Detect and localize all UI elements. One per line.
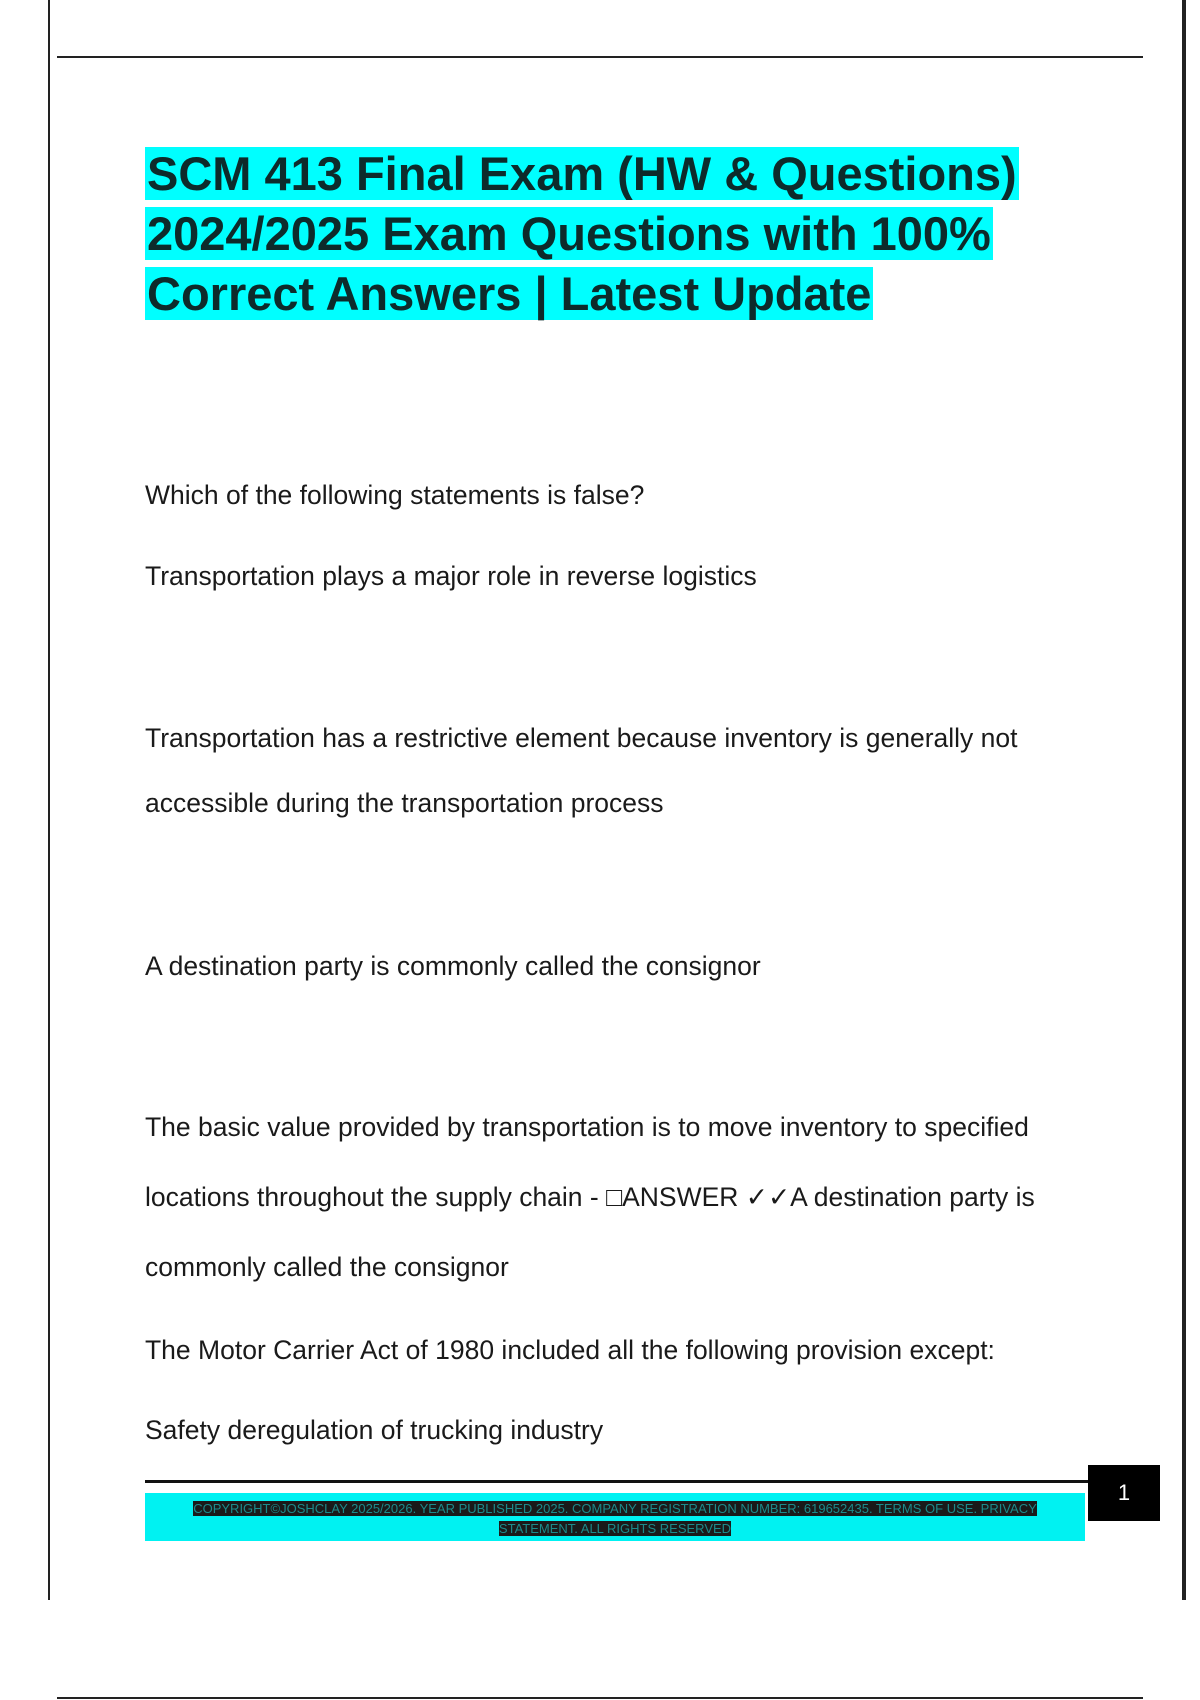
title-line-2: 2024/2025 Exam Questions with 100% bbox=[147, 207, 991, 260]
option-2-1: Safety deregulation of trucking industry bbox=[145, 1415, 604, 1445]
question-1: Which of the following statements is false? bbox=[145, 480, 645, 510]
page-border-right bbox=[1182, 0, 1186, 1600]
title-line-1: SCM 413 Final Exam (HW & Questions) bbox=[147, 147, 1017, 200]
option-3: A destination party is commonly called the consignor bbox=[145, 951, 761, 981]
footer-copyright bbox=[175, 1499, 1055, 1539]
header-rule bbox=[57, 56, 1143, 58]
footer-rule bbox=[145, 1480, 1090, 1483]
next-page-rule bbox=[57, 1697, 1143, 1699]
page-border-left bbox=[48, 0, 50, 1600]
option-4-with-answer: The basic value provided by transportation is to move inventory to specified locations throughout the supply chain - □ANSWER ✓✓A destination party is commonly called the consignor bbox=[145, 1112, 1035, 1282]
option-2: Transportation has a restrictive element because inventory is generally not accessible during the transportation process bbox=[145, 723, 1018, 818]
footer-copyright-text: COPYRIGHT©JOSHCLAY 2025/2026. YEAR PUBLISHED 2025. COMPANY REGISTRATION NUMBER: 619652435. TERMS OF USE. PRIVACY STATEMENT. ALL RIGHTS RESERVED bbox=[193, 1501, 1037, 1536]
page-number: 1 bbox=[1088, 1465, 1160, 1521]
document-title bbox=[145, 144, 1075, 324]
option-1: Transportation plays a major role in reverse logistics bbox=[145, 561, 757, 591]
title-line-3: Correct Answers | Latest Update bbox=[147, 267, 872, 320]
question-2: The Motor Carrier Act of 1980 included all the following provision except: bbox=[145, 1335, 995, 1365]
